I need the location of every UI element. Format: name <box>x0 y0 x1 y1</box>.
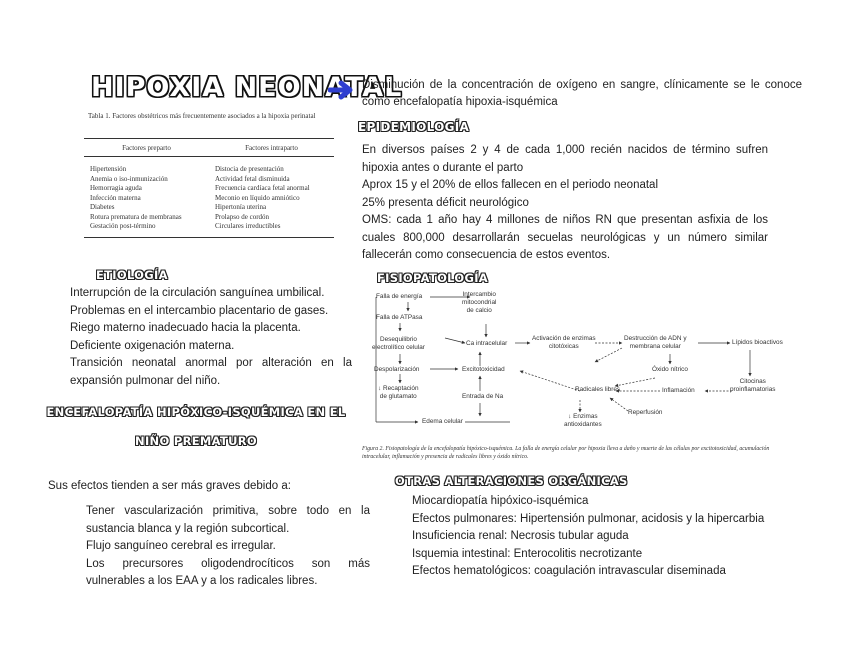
node-falla-energia: Falla de energía <box>376 293 423 300</box>
node-edema: Edema celular <box>422 418 463 425</box>
table-cell: Frecuencia cardíaca fetal anormal <box>215 184 310 192</box>
node-entrada-na: Entrada de Na <box>462 393 504 400</box>
otras-line: Miocardiopatía hipóxico-isquémica <box>412 495 589 507</box>
node-ca-intracelular: Ca intracelular <box>466 340 508 347</box>
pathophysiology-diagram <box>370 288 800 438</box>
node-falla-atpasa: Falla de ATPasa <box>376 314 423 321</box>
epidemiologia-line: OMS: cada 1 año hay 4 millones de niños RN que presentan asfixia de los cuales 800,000 desarrollarán secuelas neurológicas y un número similar fallecerán como consecuencia de estos eventos. <box>362 214 768 261</box>
table-column-preparto <box>84 165 209 232</box>
definition-text: Disminución de la concentración de oxígeno en sangre, clínicamente se le conoce como encefalopatía hipoxia-isquémica <box>362 79 802 108</box>
risk-factors-table <box>84 138 334 238</box>
epidemiologia-line: En diversos países 2 y 4 de cada 1,000 recién nacidos de término sufren hipoxia antes o durante el parto <box>362 144 768 174</box>
table-cell: Actividad fetal disminuida <box>215 174 290 183</box>
table-cell: Distocia de presentación <box>215 165 284 173</box>
etiologia-text <box>70 285 352 390</box>
list-item: Tener vascularización primitiva, sobre todo en la sustancia blanca y la región subcortical. <box>86 505 370 535</box>
table-cell: Infección materna <box>90 193 141 202</box>
table-cell: Hemorragia aguda <box>90 184 142 192</box>
node-activacion: Activación de enzimas citotóxicas <box>532 335 596 350</box>
etiologia-heading: ETIOLOGÍA <box>96 268 168 282</box>
epidemiologia-line: Aprox 15 y el 20% de ellos fallecen en el periodo neonatal <box>362 179 659 191</box>
node-destruccion: Destrucción de ADN y membrana celular <box>624 335 687 350</box>
node-intercambio: Intercambio mitocondrial de calcio <box>462 291 497 314</box>
etiologia-line: Riego materno inadecuado hacia la placenta. <box>70 322 301 334</box>
list-item: Flujo sanguíneo cerebral es irregular. <box>86 540 276 552</box>
table-caption: Tabla 1. Factores obstétricos más frecuentemente asociados a la hipoxia perinatal <box>88 112 316 120</box>
node-radicales: Radicales libres <box>575 386 621 393</box>
table-cell: Meconio en líquido amniótico <box>215 193 300 202</box>
etiologia-line: Interrupción de la circulación sanguínea umbilical. <box>70 287 325 299</box>
otras-line: Efectos hematológicos: coagulación intravascular diseminada <box>412 565 726 577</box>
table-header-preparto: Factores preparto <box>122 143 171 152</box>
list-item: Los precursores oligodendrocíticos son más vulnerables a los EAA y a los radicales libres. <box>86 557 370 587</box>
node-citocinas: Citocinas proinflamatorias <box>730 378 776 393</box>
table-cell: Circulares irreductibles <box>215 222 281 230</box>
node-despolarizacion: Despolarización <box>374 366 420 373</box>
table-cell: Gestación post-término <box>90 222 156 230</box>
table-cell: Prolapso de cordón <box>215 212 270 221</box>
otras-line: Insuficiencia renal: Necrosis tubular aguda <box>412 530 629 542</box>
page-title: HIPOXIA NEONATAL <box>91 72 403 103</box>
table-cell: Hipertonía uterina <box>215 203 267 211</box>
table-column-intraparto <box>209 165 334 232</box>
node-inflamacion: Inflamación <box>662 387 695 394</box>
table-header-intraparto: Factores intraparto <box>245 143 298 152</box>
otras-text <box>412 493 768 581</box>
encefalopatia-heading-line2: NIÑO PREMATURO <box>135 434 257 448</box>
table-cell: Hipertensión <box>90 165 127 173</box>
node-enzimas-anti: ↓ Enzimas antioxidantes <box>564 413 602 428</box>
encefalopatia-list <box>86 503 370 591</box>
etiologia-line: Problemas en el intercambio placentario de gases. <box>70 304 329 317</box>
node-recaptacion: ↓ Recaptación de glutamato <box>378 385 419 400</box>
table-cell: Anemia o iso-inmunización <box>90 174 168 183</box>
epidemiologia-line: 25% presenta déficit neurológico <box>362 196 529 209</box>
table-cell: Rotura prematura de membranas <box>90 212 182 221</box>
node-desequilibrio: Desequilibrio electrolítico celular <box>372 336 425 351</box>
otras-line: Efectos pulmonares: Hipertensión pulmonar, acidosis y la hipercarbia <box>412 512 765 525</box>
node-excitotoxicidad: Excitotoxicidad <box>462 366 505 373</box>
node-reperfusion: Reperfusión <box>628 409 663 416</box>
otras-line: Isquemia intestinal: Enterocolitis necrotizante <box>412 547 643 560</box>
fisiopatologia-heading: FISIOPATOLOGÍA <box>377 271 488 285</box>
etiologia-line: Transición neonatal anormal por alteración en la expansión pulmonar del niño. <box>70 357 352 387</box>
encefalopatia-heading-line1: ENCEFALOPATÍA HIPÓXICO-ISQUÉMICA EN EL <box>46 405 346 419</box>
figure-caption: Figura 2. Fisiopatología de la encefalopatía hipóxico-isquémica. La falla de energía celular por hipoxia lleva a daño y muerte de las células por excitotoxicidad, acumulación intracelular, inflamación y presencia de radicales libres y óxido nítrico. <box>362 446 770 460</box>
node-oxido: Óxido nítrico <box>652 366 688 373</box>
node-lipidos: Lípidos bioactivos <box>732 339 783 346</box>
table-cell: Diabetes <box>90 203 115 211</box>
arrow-right-icon <box>328 80 354 100</box>
epidemiologia-heading: EPIDEMIOLOGÍA <box>358 120 470 134</box>
otras-heading: OTRAS ALTERACIONES ORGÁNICAS <box>395 474 628 488</box>
etiologia-line: Deficiente oxigenación materna. <box>70 339 235 352</box>
encefalopatia-intro: Sus efectos tienden a ser más graves debido a: <box>48 480 291 492</box>
epidemiologia-text <box>362 142 768 265</box>
